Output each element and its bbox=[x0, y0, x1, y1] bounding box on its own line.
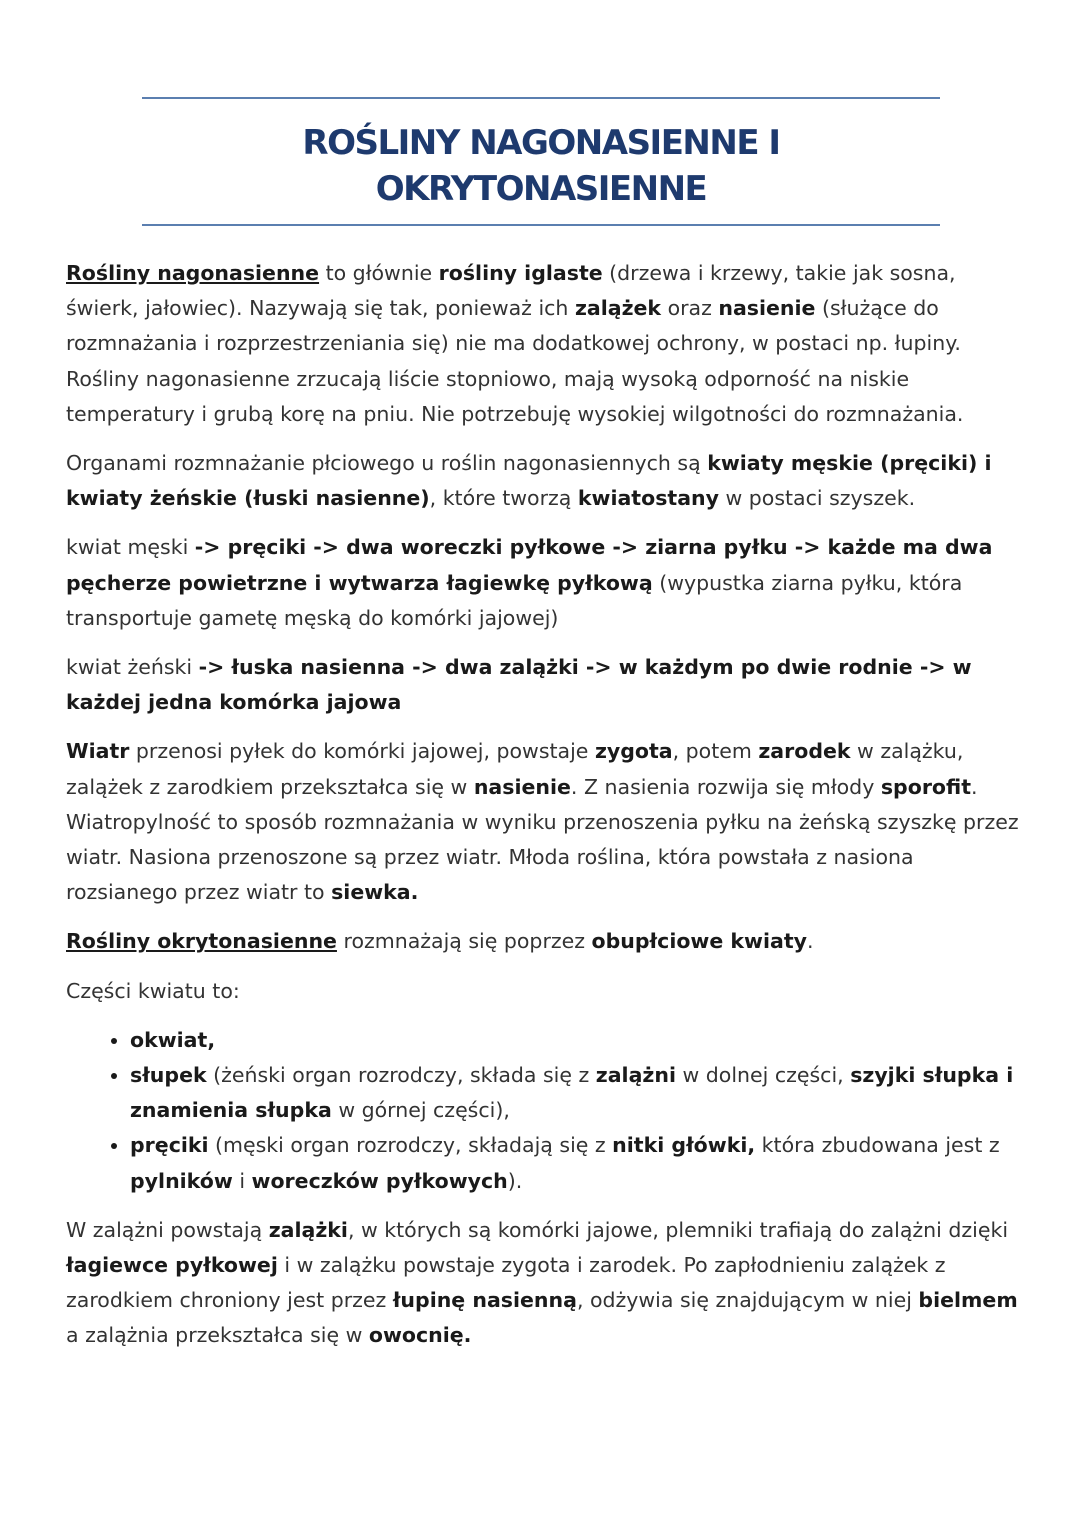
text: przenosi pyłek do komórki jajowej, powstaje bbox=[129, 739, 595, 764]
term: okwiat, bbox=[130, 1027, 216, 1052]
list-item-okwiat bbox=[130, 1023, 1026, 1058]
paragraph-gymnosperms-intro bbox=[66, 256, 1026, 432]
term: łupinę nasienną bbox=[392, 1288, 577, 1313]
document-body bbox=[66, 256, 1026, 1368]
text: W zalążni powstają bbox=[66, 1217, 269, 1242]
term: kwiatostany bbox=[577, 486, 719, 511]
paragraph-reproductive-organs bbox=[66, 446, 1026, 516]
text: kwiat męski bbox=[66, 535, 195, 560]
list-item-slupek bbox=[130, 1058, 1026, 1128]
text: rozmnażają się poprzez bbox=[336, 929, 592, 954]
paragraph-fertilization bbox=[66, 1213, 1026, 1354]
text: kwiat żeński bbox=[66, 655, 199, 680]
term: szyjki słupka i znamienia słupka bbox=[130, 1063, 1014, 1123]
term: pręciki bbox=[130, 1133, 209, 1158]
text: w zalążku, zalążek z zarodkiem przekształca się w bbox=[66, 739, 964, 799]
paragraph-female-flower bbox=[66, 650, 1026, 720]
text: to głównie bbox=[319, 261, 439, 285]
text: (służące do rozmnażania i rozprzestrzeniania się) nie ma dodatkowej ochrony, w postaci np. łupiny. Rośliny nagonasienne zrzucają liście stopniowo, mają wysoką odporność na niskie temperatury i grubą korę na pniu. Nie potrzebuję wysokiej wilgotności do rozmnażania. bbox=[66, 296, 964, 426]
text: oraz bbox=[661, 296, 719, 321]
text: i w zalążku powstaje zygota i zarodek. Po zapłodnieniu zalążek z zarodkiem chroniony jest przez bbox=[66, 1253, 946, 1313]
term: -> łuska nasienna -> dwa zalążki -> w każdym po dwie rodnie -> w każdej jedna komórka jajowa bbox=[66, 655, 972, 715]
text: ). bbox=[507, 1168, 523, 1193]
text: Części kwiatu to: bbox=[66, 978, 240, 1003]
text: która zbudowana jest z bbox=[755, 1133, 1000, 1158]
flower-parts-list bbox=[66, 1023, 1026, 1199]
term: słupek bbox=[130, 1063, 207, 1088]
term: woreczków pyłkowych bbox=[251, 1168, 508, 1193]
text: (drzewa i krzewy, takie jak sosna, świerk, jałowiec). Nazywają się tak, ponieważ ich bbox=[66, 261, 956, 321]
list-item-preciki bbox=[130, 1128, 1026, 1198]
text: (męski organ rozrodczy, składają się z bbox=[208, 1133, 613, 1158]
text: (wypustka ziarna pyłku, która transportuje gametę męską do komórki jajowej) bbox=[66, 570, 963, 630]
text: . Z nasienia rozwija się młody bbox=[570, 774, 881, 799]
term-okrytonasienne: Rośliny okrytonasienne bbox=[66, 929, 337, 954]
text: i bbox=[232, 1168, 252, 1193]
title-rule-top bbox=[142, 97, 940, 99]
title-rule-bottom bbox=[142, 224, 940, 226]
term: zalążni bbox=[595, 1063, 676, 1088]
text: . bbox=[807, 929, 814, 954]
title-line-2: OKRYTONASIENNE bbox=[375, 169, 707, 209]
term: zarodek bbox=[758, 739, 851, 764]
term: nitki główki, bbox=[612, 1133, 756, 1158]
term: zalążki bbox=[268, 1217, 348, 1242]
text: a zalążnia przekształca się w bbox=[66, 1323, 369, 1348]
term: bielmem bbox=[918, 1288, 1018, 1313]
text: w górnej części), bbox=[331, 1098, 510, 1123]
text: , w których są komórki jajowe, plemniki trafiają do zalążni dzięki bbox=[347, 1217, 1009, 1242]
term: nasienie bbox=[473, 774, 571, 799]
term: łagiewce pyłkowej bbox=[66, 1253, 278, 1278]
term: owocnię. bbox=[368, 1323, 472, 1348]
term: nasienie bbox=[718, 296, 816, 321]
paragraph-flower-parts-label bbox=[66, 974, 1026, 1009]
text: Organami rozmnażanie płciowego u roślin nagonasiennych są bbox=[66, 451, 708, 476]
paragraph-angiosperms-intro bbox=[66, 924, 1026, 959]
text: . Wiatropylność to sposób rozmnażania w wyniku przenoszenia pyłku na żeńską szyszkę przez wiatr. Nasiona przenoszone są przez wiatr. Młoda roślina, która powstała z nasiona rozsianego przez wiatr to bbox=[66, 774, 1019, 905]
term: Wiatr bbox=[66, 739, 130, 764]
term: sporofit bbox=[880, 774, 972, 799]
term: -> pręciki -> dwa woreczki pyłkowe -> ziarna pyłku -> każde ma dwa pęcherze powietrzne i wytwarza łagiewkę pyłkową bbox=[66, 535, 993, 595]
text: , które tworzą bbox=[429, 486, 578, 511]
term: kwiaty męskie (pręciki) i kwiaty żeńskie (łuski nasienne) bbox=[66, 451, 992, 511]
term: siewka. bbox=[331, 880, 419, 905]
text: , potem bbox=[672, 739, 759, 764]
title-line-1: ROŚLINY NAGONASIENNE I bbox=[302, 123, 780, 163]
term-nagonasienne: Rośliny nagonasienne bbox=[66, 261, 320, 285]
page-title bbox=[142, 120, 940, 212]
term: obupłciowe kwiaty bbox=[591, 929, 808, 954]
term: zygota bbox=[594, 739, 673, 764]
paragraph-wind-pollination bbox=[66, 734, 1026, 910]
text: (żeński organ rozrodczy, składa się z bbox=[206, 1063, 596, 1088]
term: zalążek bbox=[574, 296, 662, 321]
term: rośliny iglaste bbox=[438, 261, 603, 285]
text: w dolnej części, bbox=[675, 1063, 851, 1088]
term: pylników bbox=[130, 1168, 233, 1193]
text: w postaci szyszek. bbox=[718, 486, 916, 511]
text: , odżywia się znajdującym w niej bbox=[576, 1288, 919, 1313]
paragraph-male-flower bbox=[66, 530, 1026, 636]
